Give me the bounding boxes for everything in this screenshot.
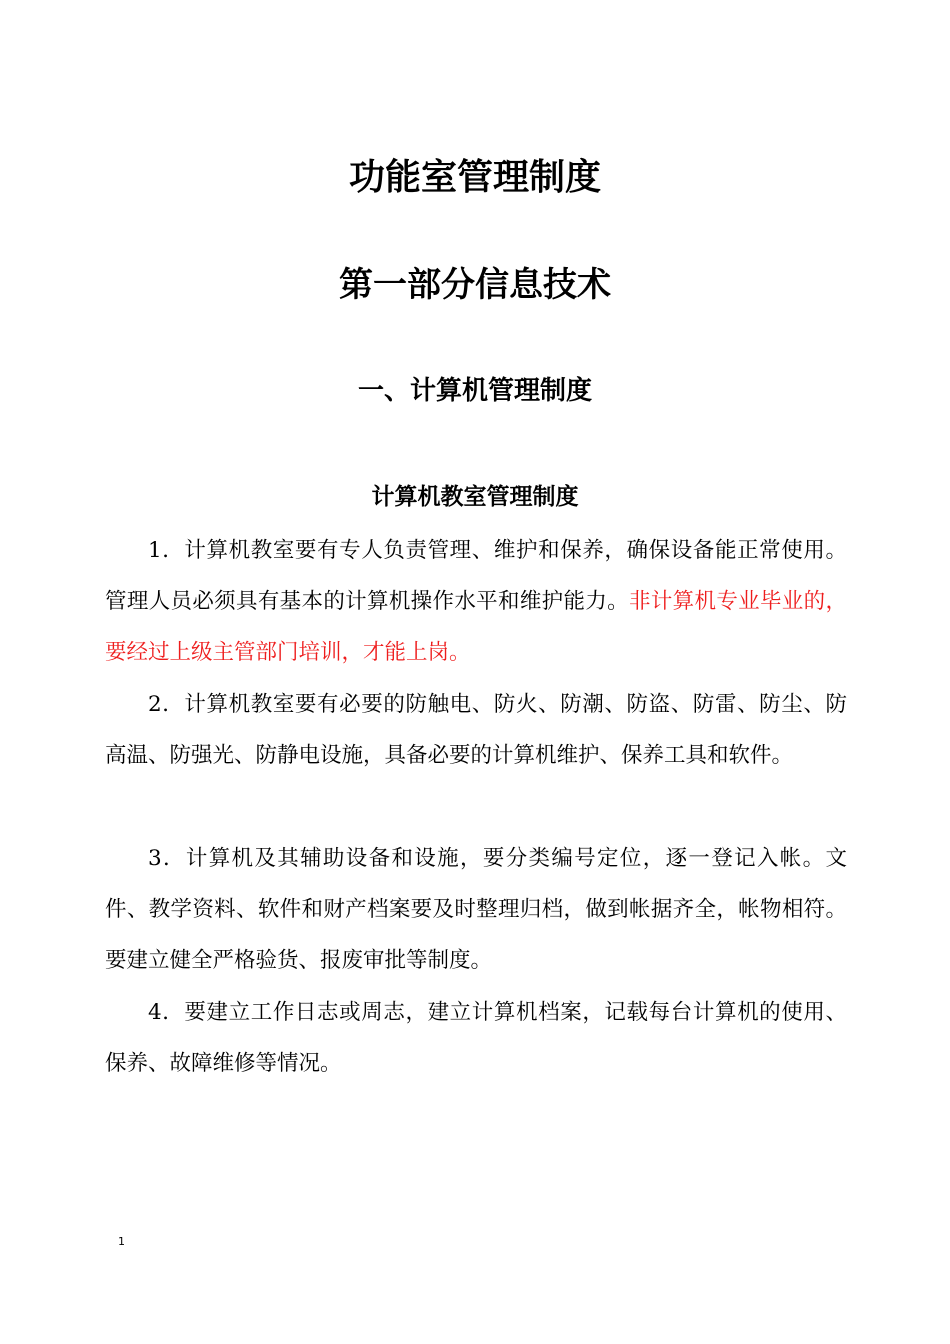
paragraph-4-text: 4．要建立工作日志或周志，建立计算机档案，记载每台计算机的使用、保养、故障维修等情况。 [105, 1000, 847, 1076]
paragraph-1-highlight: 非计算机专业毕业的，要经过上级主管部门培训，才能上岗。 [105, 589, 847, 665]
subsection-title: 计算机教室管理制度 [371, 484, 579, 510]
paragraph-3 [105, 833, 847, 986]
part-title: 第一部分信息技术 [339, 265, 611, 305]
page-number: 1 [118, 1235, 125, 1248]
paragraph-1-text: 1．计算机教室要有专人负责管理、维护和保养，确保设备能正常使用。管理人员必须具有基本的计算机操作水平和维护能力。 [105, 538, 847, 614]
paragraph-2 [105, 679, 847, 781]
document-title: 功能室管理制度 [348, 157, 601, 198]
paragraph-2-text: 2．计算机教室要有必要的防触电、防火、防潮、防盗、防雷、防尘、防高温、防强光、防静电设施，具备必要的计算机维护、保养工具和软件。 [105, 692, 847, 768]
paragraph-1 [105, 525, 847, 678]
paragraph-4 [105, 987, 847, 1089]
paragraph-3-text: 3．计算机及其辅助设备和设施，要分类编号定位，逐一登记入帐。文件、教学资料、软件和财产档案要及时整理归档，做到帐据齐全，帐物相符。要建立健全严格验货、报废审批等制度。 [105, 846, 847, 973]
section-title: 一、计算机管理制度 [357, 376, 592, 406]
